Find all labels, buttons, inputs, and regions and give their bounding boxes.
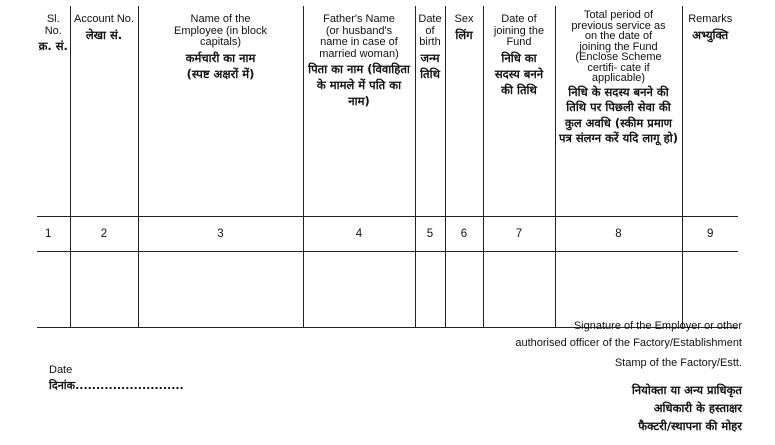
column-number: 3 <box>138 217 303 252</box>
date-label-en: Date <box>49 364 73 376</box>
signature-block-en <box>422 318 742 372</box>
header-label-hi: निधि के सदस्य बनने की तिथि पर पिछली सेवा की कुल अवधि (स्कीम प्रमाण पत्र संलग्न करें यदि लागू हो) <box>559 84 678 145</box>
header-label-en: Total period of previous service as on the date of joining the Fund (Enclose Scheme certifi- cate if applicable) <box>571 9 666 84</box>
header-previous-service <box>555 6 682 217</box>
header-label-hi: लिंग <box>455 27 473 42</box>
header-label-en: Date of joining the Fund <box>493 13 545 48</box>
signature-line: authorised officer of the Factory/Establishment <box>515 337 742 349</box>
header-account-no <box>70 6 138 217</box>
column-number: 6 <box>445 217 483 252</box>
date-label-hi: दिनांक.......................... <box>49 379 184 392</box>
entry-cell[interactable] <box>555 252 682 328</box>
header-label-hi: जन्म तिथि <box>420 50 440 81</box>
header-label-hi: लेखा सं. <box>85 27 123 42</box>
header-remarks <box>682 6 738 217</box>
header-label-en: Account No. <box>74 13 134 25</box>
header-row <box>37 6 738 217</box>
employee-register-table <box>37 6 738 328</box>
header-label-en: Date of birth <box>418 13 442 48</box>
column-number: 7 <box>483 217 555 252</box>
signature-block-hi <box>522 381 742 435</box>
header-label-hi: अभ्युक्ति <box>692 27 729 42</box>
entry-cell[interactable] <box>303 252 415 328</box>
header-label-hi: कर्मचारी का नाम (स्पष्ट अक्षरों में) <box>185 50 256 81</box>
column-number: 5 <box>415 217 445 252</box>
column-number: 2 <box>70 217 138 252</box>
header-label-hi: पिता का नाम (विवाहिता के मामले में पति का नाम) <box>308 62 410 108</box>
entry-cell[interactable] <box>445 252 483 328</box>
signature-line: अधिकारी के हस्ताक्षर <box>653 401 742 415</box>
column-number: 9 <box>682 217 738 252</box>
entry-cell[interactable] <box>415 252 445 328</box>
signature-line: नियोक्ता या अन्य प्राधिकृत <box>631 383 742 397</box>
header-date-of-joining <box>483 6 555 217</box>
header-label-hi: निधि का सदस्य बनने की तिथि <box>494 50 544 97</box>
column-number: 4 <box>303 217 415 252</box>
header-employee-name <box>138 6 303 217</box>
header-date-of-birth <box>415 6 445 217</box>
entry-cell[interactable] <box>483 252 555 328</box>
stamp-line: फैक्टरी/स्थापना की मोहर <box>638 419 742 433</box>
signature-line: Signature of the Employer or other <box>573 320 742 332</box>
header-sex <box>445 6 483 217</box>
header-label-en: Sex <box>454 13 474 25</box>
stamp-line: Stamp of the Factory/Estt. <box>614 357 742 369</box>
entry-cell[interactable] <box>682 252 738 328</box>
header-label-en: Father's Name (or husband's name in case of married woman) <box>319 13 399 60</box>
header-fathers-name <box>303 6 415 217</box>
entry-cell[interactable] <box>138 252 303 328</box>
header-label-en: Remarks <box>688 13 733 25</box>
header-label-hi: क्र. सं. <box>38 39 68 53</box>
header-label-en: Name of the Employee (in block capitals) <box>174 13 267 48</box>
entry-cell[interactable] <box>37 252 70 328</box>
column-number: 8 <box>555 217 682 252</box>
date-block <box>49 362 184 394</box>
column-number-row <box>37 217 738 252</box>
column-number: 1 <box>37 217 70 252</box>
header-label-en: Sl. No. <box>44 13 62 37</box>
header-sl-no <box>37 6 70 217</box>
entry-cell[interactable] <box>70 252 138 328</box>
empty-entry-row <box>37 252 738 328</box>
